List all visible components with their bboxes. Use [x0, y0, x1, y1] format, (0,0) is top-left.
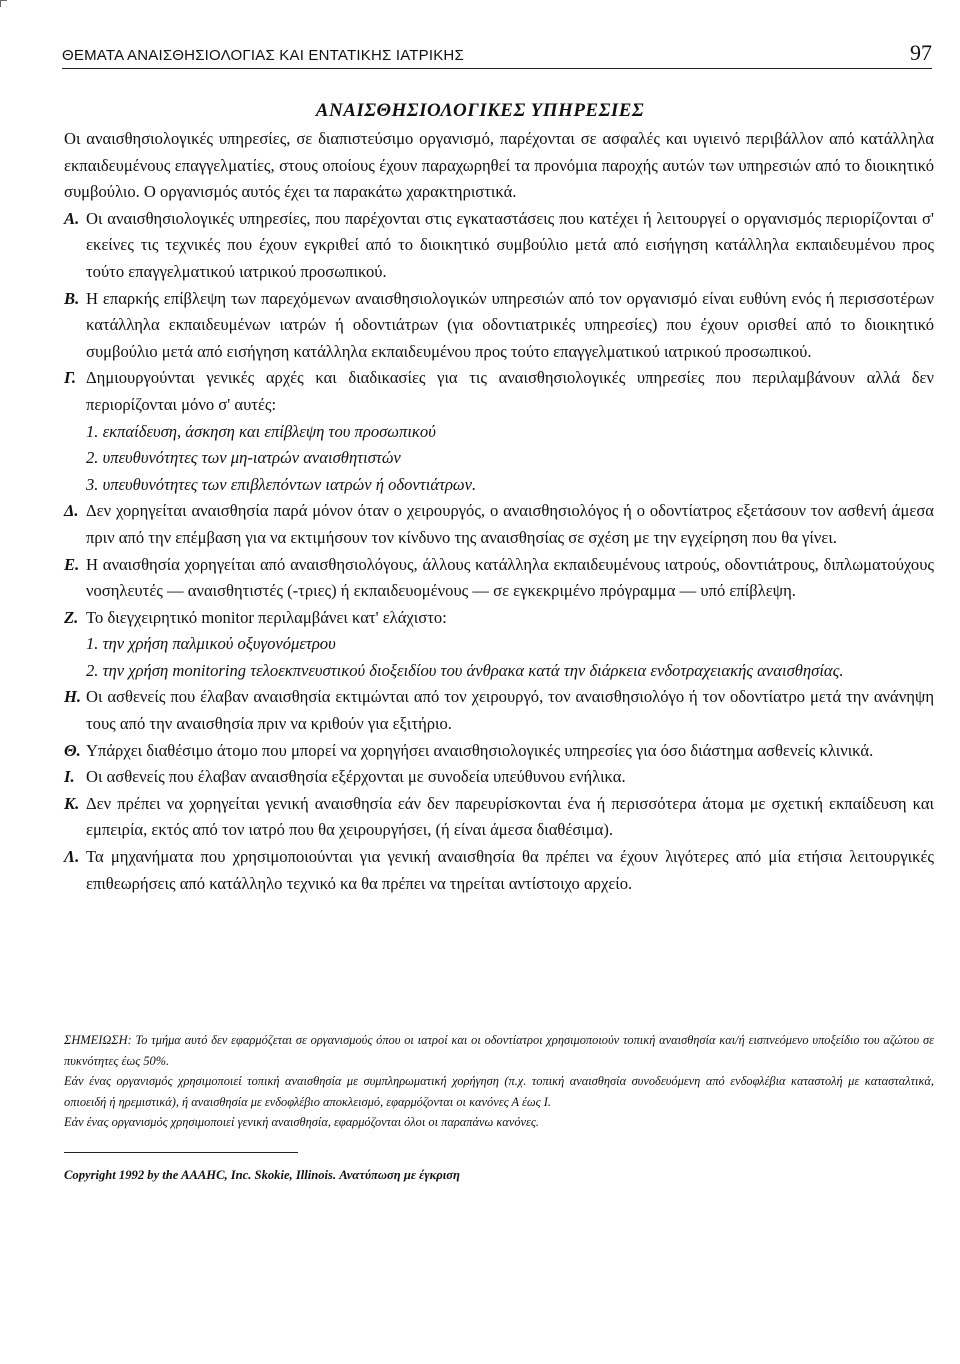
paragraph-text: Οι ασθενείς που έλαβαν αναισθησία εξέρχονται με συνοδεία υπεύθυνου ενήλικα. [86, 767, 626, 787]
list-item: 1. εκπαίδευση, άσκηση και επίβλεψη του προσωπικού [86, 421, 436, 441]
paragraph-label: Ε. [64, 554, 80, 574]
running-header [62, 36, 932, 69]
paragraph-h [64, 684, 934, 737]
paragraph-i [64, 764, 934, 791]
paragraph-e [64, 552, 934, 605]
paragraph-label: Γ. [64, 368, 77, 388]
paragraph-l [64, 844, 934, 897]
page-number: 97 [910, 40, 932, 65]
footnote-rule [64, 1152, 298, 1153]
paragraph-text: Οι αναισθησιολογικές υπηρεσίες, που παρέχονται στις εγκαταστάσεις που κατέχει ή λειτουργεί ο οργανισμός περιορίζονται σ' εκείνες τις τεχνικές που έχουν εγκριθεί από το διοικητικό συμβούλιο μετά από εισήγηση κατάλληλα εκπαιδευμένου προς τούτο επαγγελματικού ιατρικού προσωπικού. [86, 208, 934, 281]
note-block [64, 1030, 934, 1133]
paragraph-label: Λ. [64, 847, 80, 867]
note-line: Εάν ένας οργανισμός χρησιμοποιεί τοπική αναισθησία με συμπληρωματική χορήγηση (π.χ. τοπική αναισθησία συνοδευόμενη από ενδοφλέβια καταστολή με κατασταλτικά, οπιοειδή ή ηρεμιστικά), ή αναισθησία με ενδοφλέβιο αποκλεισμό, εφαρμόζονται οι κανόνες Α έως Ι. [64, 1074, 934, 1109]
list-item: 1. την χρήση παλμικού οξυγονόμετρου [86, 634, 336, 654]
copyright-line: Copyright 1992 by the AAAHC, Inc. Skokie, Illinois. Ανατύπωση με έγκριση [64, 1168, 460, 1182]
paragraph-label: Ζ. [64, 607, 79, 627]
header-title: ΘΕΜΑΤΑ ΑΝΑΙΣΘΗΣΙΟΛΟΓΙΑΣ ΚΑΙ ΕΝΤΑΤΙΚΗΣ ΙΑΤΡΙΚΗΣ [62, 47, 464, 64]
paragraph-c [64, 365, 934, 418]
paragraph-text: Οι ασθενείς που έλαβαν αναισθησία εκτιμώνται από τον χειρουργό, τον αναισθησιολόγο ή τον οδοντίατρο μετά την ανάνηψη τους από την αναισθησία πριν να κριθούν για εξιτήριο. [86, 687, 934, 734]
paragraph-label: Β. [64, 288, 80, 308]
intro-paragraph: Οι αναισθησιολογικές υπηρεσίες, σε διαπιστεύσιμο οργανισμό, παρέχονται σε ασφαλές και υγιεινό περιβάλλον από κατάλληλα εκπαιδευμένους επαγγελματίες, στους οποίους έχουν παραχωρηθεί τα προνόμια παροχής αυτών των υπηρεσιών από το διοικητικό συμβούλιο. Ο οργανισμός αυτός έχει τα παρακάτω χαρακτηριστικά. [64, 129, 934, 202]
paragraph-text: Υπάρχει διαθέσιμο άτομο που μπορεί να χορηγήσει αναισθησιολογικές υπηρεσίες για όσο διάστημα ασθενείς κλινικά. [86, 740, 874, 760]
paragraph-text: Η επαρκής επίβλεψη των παρεχόμενων αναισθησιολογικών υπηρεσιών από τον οργανισμό είναι ευθύνη ενός ή περισσοτέρων κατάλληλα εκπαιδευμένων ιατρών ή οδοντιάτρων (για οδοντιατρικές υπηρεσίες) που έχουν ορισθεί από το διοικητικό συμβούλιο μετά από εισήγηση κατάλληλα εκπαιδευμένου προς τούτο επαγγελματικού ιατρικού προσωπικού. [86, 288, 934, 361]
list-item: 3. υπευθυνότητες των επιβλεπόντων ιατρών ή οδοντιάτρων. [86, 474, 477, 494]
paragraph-b [64, 286, 934, 366]
paragraph-text: Τα μηχανήματα που χρησιμοποιούνται για γενική αναισθησία θα πρέπει να έχουν λιγότερες από μία ετήσια λειτουργικές επιθεωρήσεις από κατάλληλο τεχνικό κα θα πρέπει να τηρείται αντίστοιχο αρχείο. [86, 847, 934, 893]
paragraph-label: Κ. [64, 793, 80, 813]
paragraph-text: Δημιουργούνται γενικές αρχές και διαδικασίες για τις αναισθησιολογικές υπηρεσίες που περιλαμβάνουν αλλά δεν περιορίζονται μόνο σ' αυτές: [86, 368, 934, 414]
list-item: 2. την χρήση monitoring τελοεκπνευστικού διοξειδίου του άνθρακα κατά την διάρκεια ενδοτραχειακής αναισθησίας. [86, 660, 844, 680]
paragraph-z [64, 605, 934, 632]
note-line: ΣΗΜΕΙΩΣΗ: Το τμήμα αυτό δεν εφαρμόζεται σε οργανισμούς όπου οι ιατροί και οι οδοντίατροι χρησιμοποιούν τοπική αναισθησία και/ή εισπνεόμενο υποξείδιο του αζώτου σε πυκνότητες έως 50%. [64, 1033, 934, 1068]
paragraph-label: Α. [64, 208, 80, 228]
paragraph-label: Ι. [64, 767, 75, 787]
paragraph-text: Το διεγχειρητικό monitor περιλαμβάνει κατ' ελάχιστο: [86, 607, 447, 627]
note-line: Εάν ένας οργανισμός χρησιμοποιεί γενική αναισθησία, εφαρμόζονται όλοι οι παραπάνω κανόνες. [64, 1115, 540, 1129]
paragraph-th [64, 738, 934, 765]
paragraph-k [64, 791, 934, 844]
list-item: 2. υπευθυνότητες των μη-ιατρών αναισθητιστών [86, 448, 401, 468]
paragraph-text: Δεν πρέπει να χορηγείται γενική αναισθησία εάν δεν παρευρίσκονται ένα ή περισσότερα άτομα με σχετική εκπαίδευση και εμπειρία, εκτός από τον ιατρό που θα χειρουργήσει, (ή είναι άμεσα διαθέσιμα). [86, 793, 934, 840]
paragraph-label: Η. [64, 687, 82, 707]
crop-mark [0, 0, 7, 7]
paragraph-d [64, 498, 934, 551]
paragraph-a [64, 206, 934, 286]
body-text [64, 126, 934, 897]
paragraph-text: Η αναισθησία χορηγείται από αναισθησιολόγους, άλλους κατάλληλα εκπαιδευμένους ιατρούς, οδοντιάτρους, διπλωματούχους νοσηλευτές — αναισθητιστές (-τριες) ή εκπαιδευομένους — σε εγκεκριμένο πρόγραμμα — υπό επίβλεψη. [86, 554, 934, 601]
paragraph-label: Θ. [64, 740, 81, 760]
section-title: ΑΝΑΙΣΘΗΣΙΟΛΟΓΙΚΕΣ ΥΠΗΡΕΣΙΕΣ [315, 100, 645, 121]
paragraph-label: Δ. [64, 501, 79, 521]
paragraph-text: Δεν χορηγείται αναισθησία παρά μόνον όταν ο χειρουργός, ο αναισθησιολόγος ή ο οδοντίατρος εξετάσουν τον ασθενή άμεσα πριν από την επέμβαση για να εκτιμήσουν τον κίνδυνο της αναισθησίας σε σχέση με την εγχείρηση που θα γίνει. [86, 501, 934, 547]
